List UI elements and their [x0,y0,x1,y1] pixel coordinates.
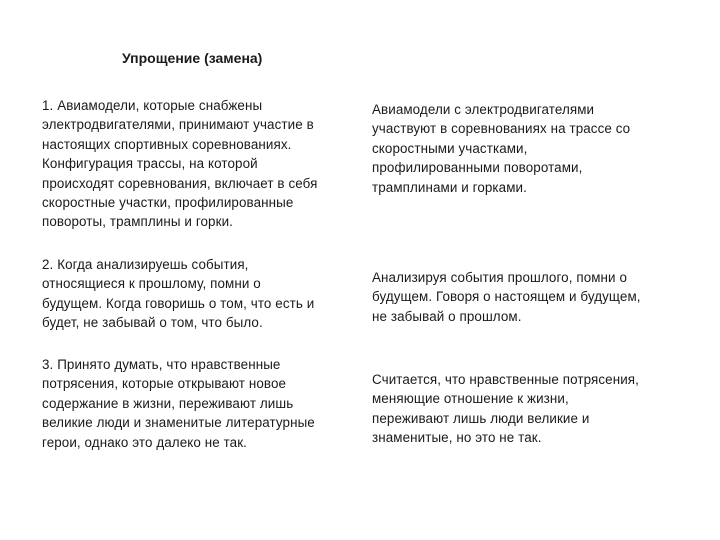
simplified-sentence-2: Анализируя события прошлого, помни о будущем. Говоря о настоящем и будущем, не забывай о прошлом. [372,270,641,324]
simplified-sentence-1: Авиамодели с электродвигателями участвуют в соревнованиях на трассе со скоростными участками, профилированными поворотами, трамплинами и горками. [372,102,631,195]
original-sentence-2: 2. Когда анализируешь события, относящиеся к прошлому, помни о будущем. Когда говоришь о том, что есть и будет, не забывай о том, что было. [42,257,315,331]
simplified-sentence-3: Считается, что нравственные потрясения, меняющие отношение к жизни, переживают лишь люди великие и знаменитые, но это не так. [372,372,639,446]
original-sentence-1: 1. Авиамодели, которые снабжены электродвигателями, принимают участие в настоящих спортивных соревнованиях. Конфигурация трассы, на которой происходят соревнования, включает в себя скоростные участки, профилированные повороты, трамплины и горки. [42,98,318,230]
page-title: Упрощение (замена) [122,50,263,66]
original-sentence-3: 3. Принято думать, что нравственные потрясения, которые открывают новое содержание в жизни, переживают лишь великие люди и знаменитые литературные герои, однако это далеко не так. [42,357,315,450]
